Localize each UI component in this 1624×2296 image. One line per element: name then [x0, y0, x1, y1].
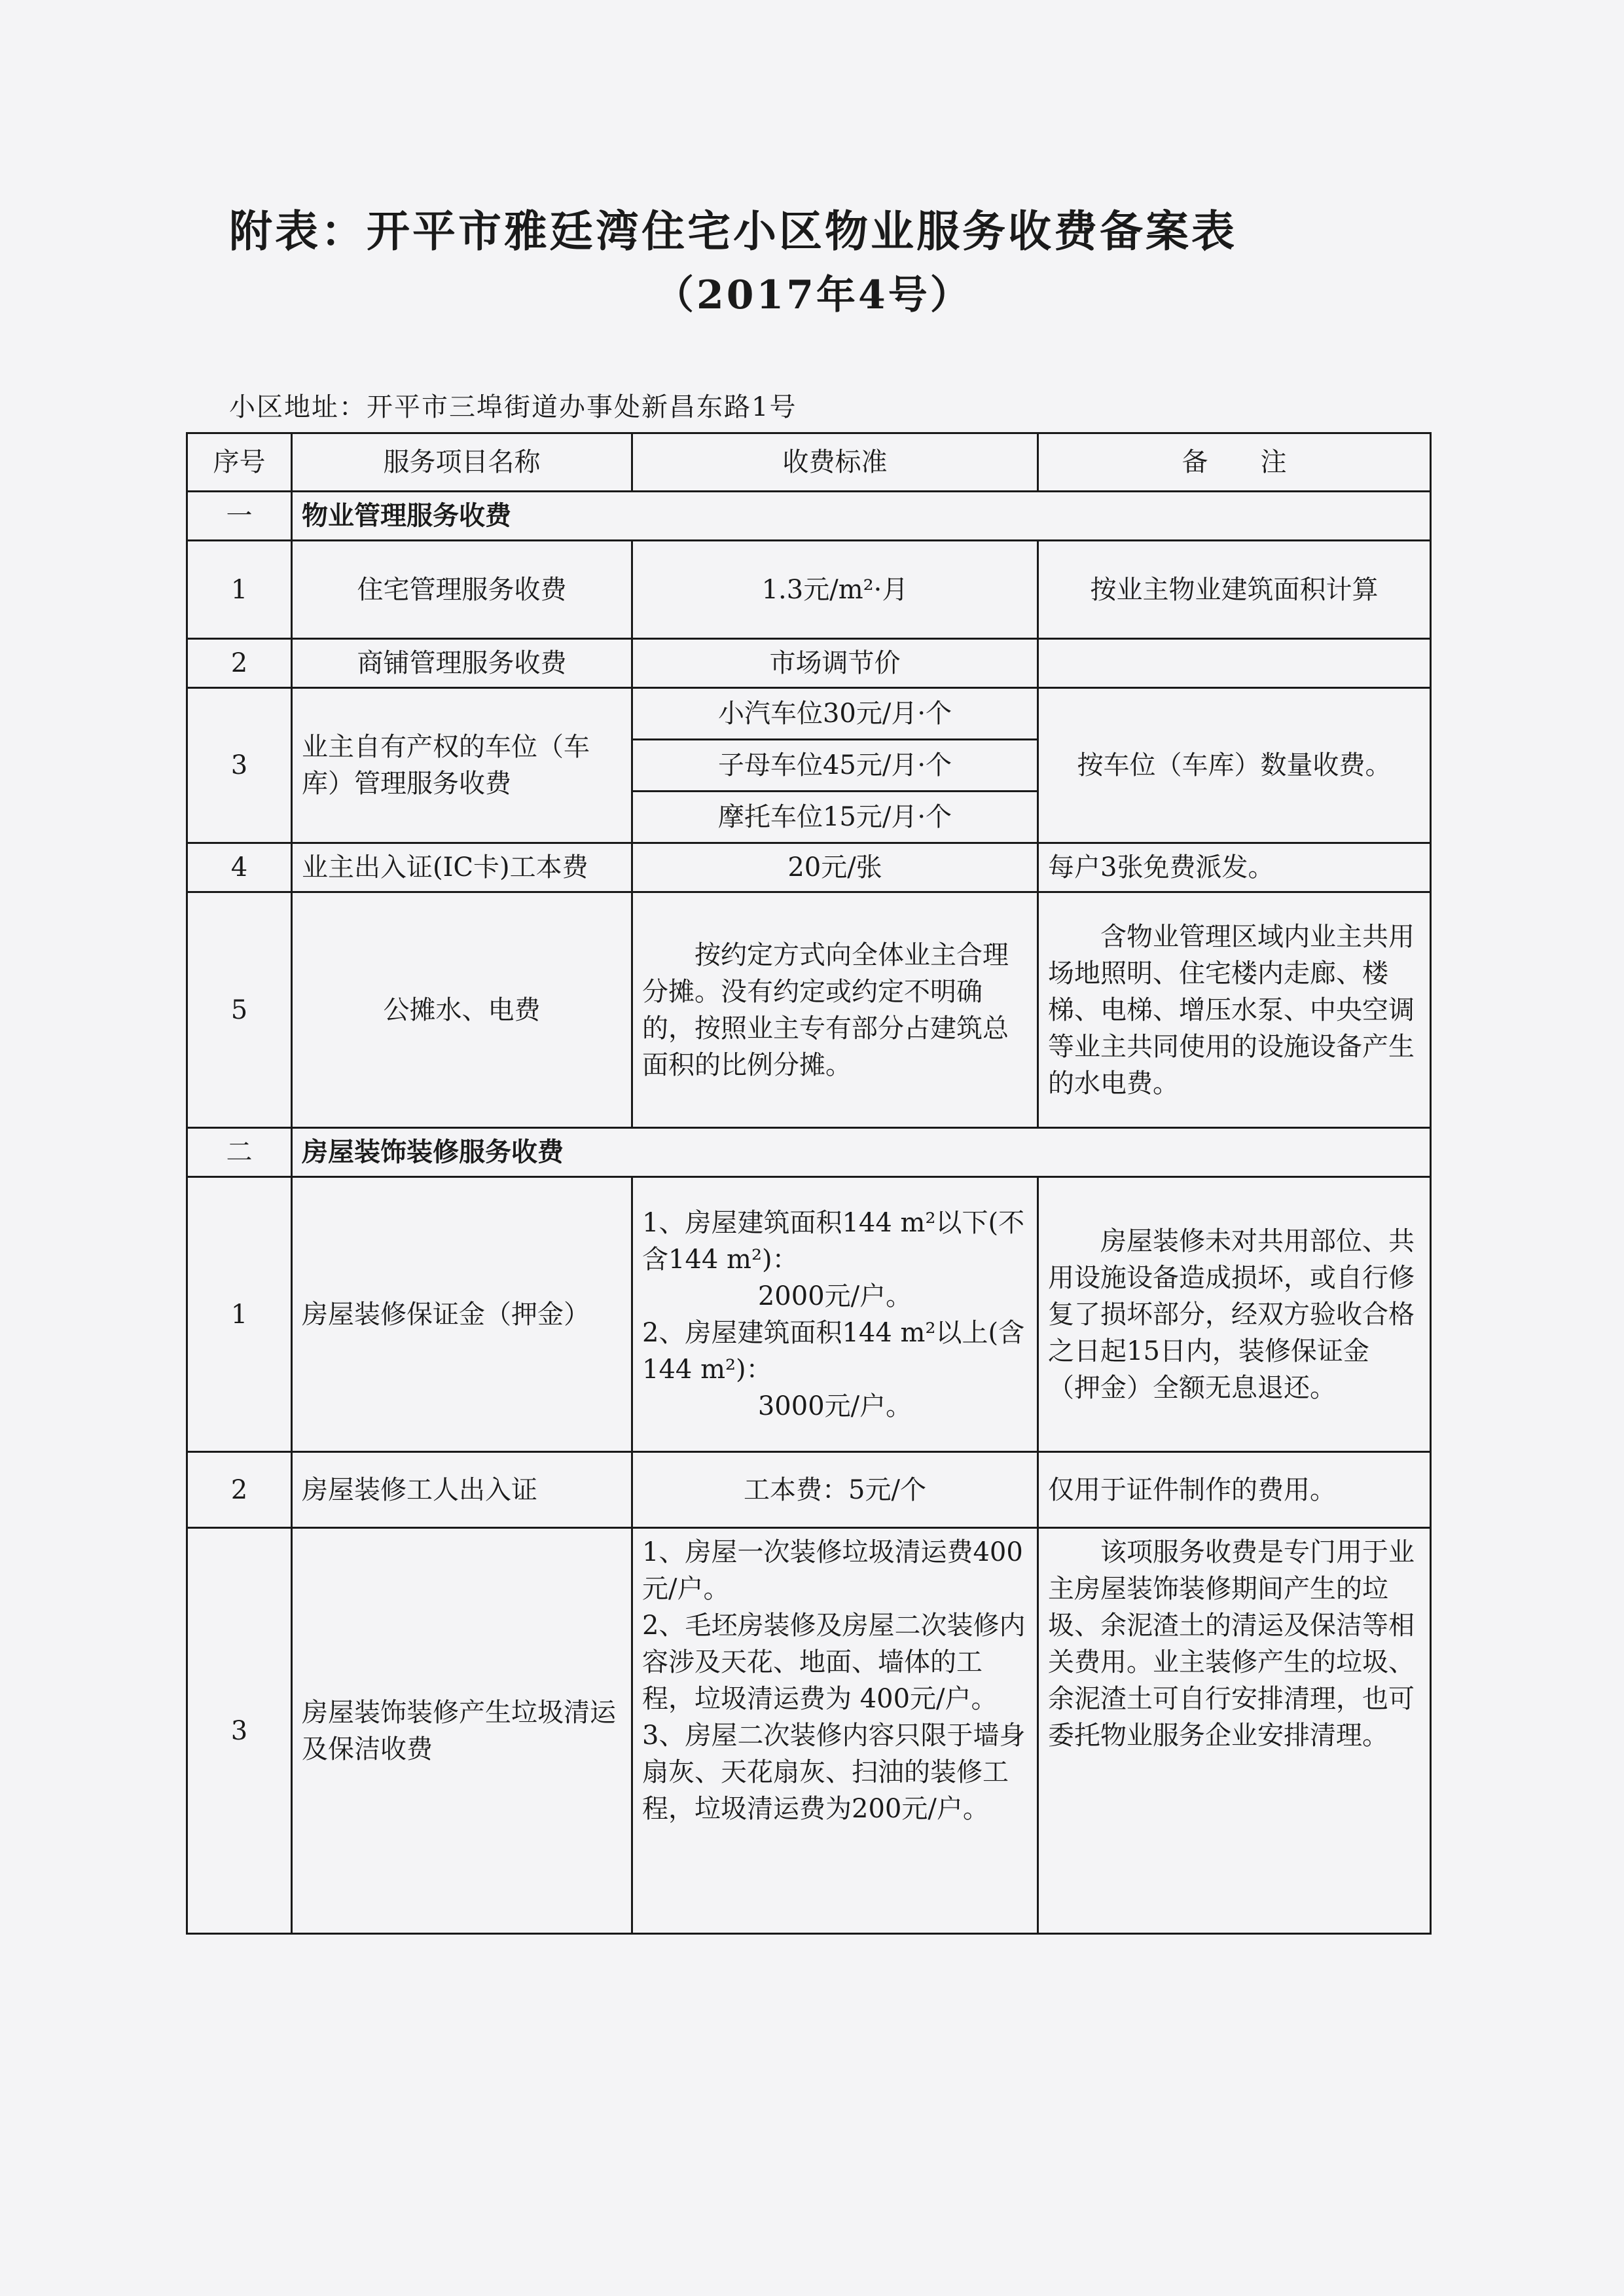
- standard-line: 3、房屋二次装修内容只限于墙身扇灰、天花扇灰、扫油的装修工程，垃圾清运费为200元/户。: [642, 1721, 1026, 1824]
- row-remark: 仅用于证件制作的费用。: [1038, 1452, 1431, 1528]
- row-standard: 工本费：5元/个: [632, 1452, 1038, 1528]
- section-no: 二: [187, 1128, 292, 1177]
- header-standard: 收费标准: [632, 433, 1038, 492]
- row-no: 1: [187, 1177, 292, 1452]
- table-row: [187, 843, 1431, 892]
- row-remark: 房屋装修未对共用部位、共用设施设备造成损坏，或自行修复了损坏部分，经双方验收合格之日起15日内，装修保证金（押金）全额无息退还。: [1038, 1177, 1431, 1452]
- row-standard: 按约定方式向全体业主合理分摊。没有约定或约定不明确的，按照业主专有部分占建筑总面积的比例分摊。: [632, 892, 1038, 1128]
- standard-line: 1、房屋建筑面积144 m²以下(不含144 m²)：: [642, 1207, 1025, 1275]
- header-remark: 备 注: [1038, 433, 1431, 492]
- section-row: [187, 1128, 1431, 1177]
- row-no: 2: [187, 1452, 292, 1528]
- row-standard: 市场调节价: [632, 639, 1038, 688]
- header-row: [187, 433, 1431, 492]
- standard-line: 2、毛坯房装修及房屋二次装修内容涉及天花、地面、墙体的工程，垃圾清运费为 400元/户。: [642, 1611, 1026, 1714]
- fee-table: [186, 432, 1432, 1935]
- row-item: 房屋装修工人出入证: [292, 1452, 632, 1528]
- row-no: 3: [187, 688, 292, 843]
- row-remark: 每户3张免费派发。: [1038, 843, 1431, 892]
- row-standard: [632, 1177, 1038, 1452]
- row-remark: 该项服务收费是专门用于业主房屋装饰装修期间产生的垃圾、余泥渣土的清运及保洁等相关费用。业主装修产生的垃圾、余泥渣土可自行安排清理，也可委托物业服务企业安排清理。: [1038, 1528, 1431, 1934]
- table-row: [187, 1452, 1431, 1528]
- row-standard: 子母车位45元/月·个: [632, 740, 1038, 792]
- row-item: 商铺管理服务收费: [292, 639, 632, 688]
- title-line-1: 附表：开平市雅廷湾住宅小区物业服务收费备案表: [229, 206, 1237, 257]
- section-no: 一: [187, 492, 292, 541]
- row-remark: 按业主物业建筑面积计算: [1038, 541, 1431, 639]
- table-row: [187, 1177, 1431, 1452]
- row-standard: 摩托车位15元/月·个: [632, 792, 1038, 843]
- header-item: 服务项目名称: [292, 433, 632, 492]
- table-row: [187, 892, 1431, 1128]
- row-standard: 20元/张: [632, 843, 1038, 892]
- table-row: [187, 1528, 1431, 1934]
- row-remark: [1038, 639, 1431, 688]
- row-no: 5: [187, 892, 292, 1128]
- row-remark: 含物业管理区域内业主共用场地照明、住宅楼内走廊、楼梯、电梯、增压水泵、中央空调等业主共同使用的设施设备产生的水电费。: [1038, 892, 1431, 1128]
- title-line-2: （2017年4号）: [655, 272, 972, 318]
- row-item: 业主自有产权的车位（车库）管理服务收费: [292, 688, 632, 843]
- table-row: [187, 639, 1431, 688]
- row-standard: [632, 1528, 1038, 1934]
- header-no: 序号: [187, 433, 292, 492]
- standard-line: 3000元/户。: [757, 1391, 912, 1421]
- row-standard: 小汽车位30元/月·个: [632, 688, 1038, 740]
- row-no: 2: [187, 639, 292, 688]
- row-item: 房屋装饰装修产生垃圾清运及保洁收费: [292, 1528, 632, 1934]
- row-item: 房屋装修保证金（押金）: [292, 1177, 632, 1452]
- row-item: 公摊水、电费: [292, 892, 632, 1128]
- section-name: 物业管理服务收费: [292, 492, 1431, 541]
- row-no: 1: [187, 541, 292, 639]
- table-row: [187, 688, 1431, 740]
- standard-line: 2、房屋建筑面积144 m²以上(含144 m²)：: [642, 1317, 1025, 1385]
- document-title: [0, 196, 1624, 320]
- row-item: 住宅管理服务收费: [292, 541, 632, 639]
- standard-line: 2000元/户。: [757, 1281, 912, 1311]
- row-remark: 按车位（车库）数量收费。: [1038, 688, 1431, 843]
- community-address: 小区地址：开平市三埠街道办事处新昌东路1号: [229, 392, 797, 422]
- table-row: [187, 541, 1431, 639]
- row-no: 3: [187, 1528, 292, 1934]
- standard-line: 1、房屋一次装修垃圾清运费400元/户。: [642, 1537, 1023, 1604]
- section-name: 房屋装饰装修服务收费: [292, 1128, 1431, 1177]
- row-item: 业主出入证(IC卡)工本费: [292, 843, 632, 892]
- row-standard: 1.3元/m²·月: [632, 541, 1038, 639]
- row-no: 4: [187, 843, 292, 892]
- section-row: [187, 492, 1431, 541]
